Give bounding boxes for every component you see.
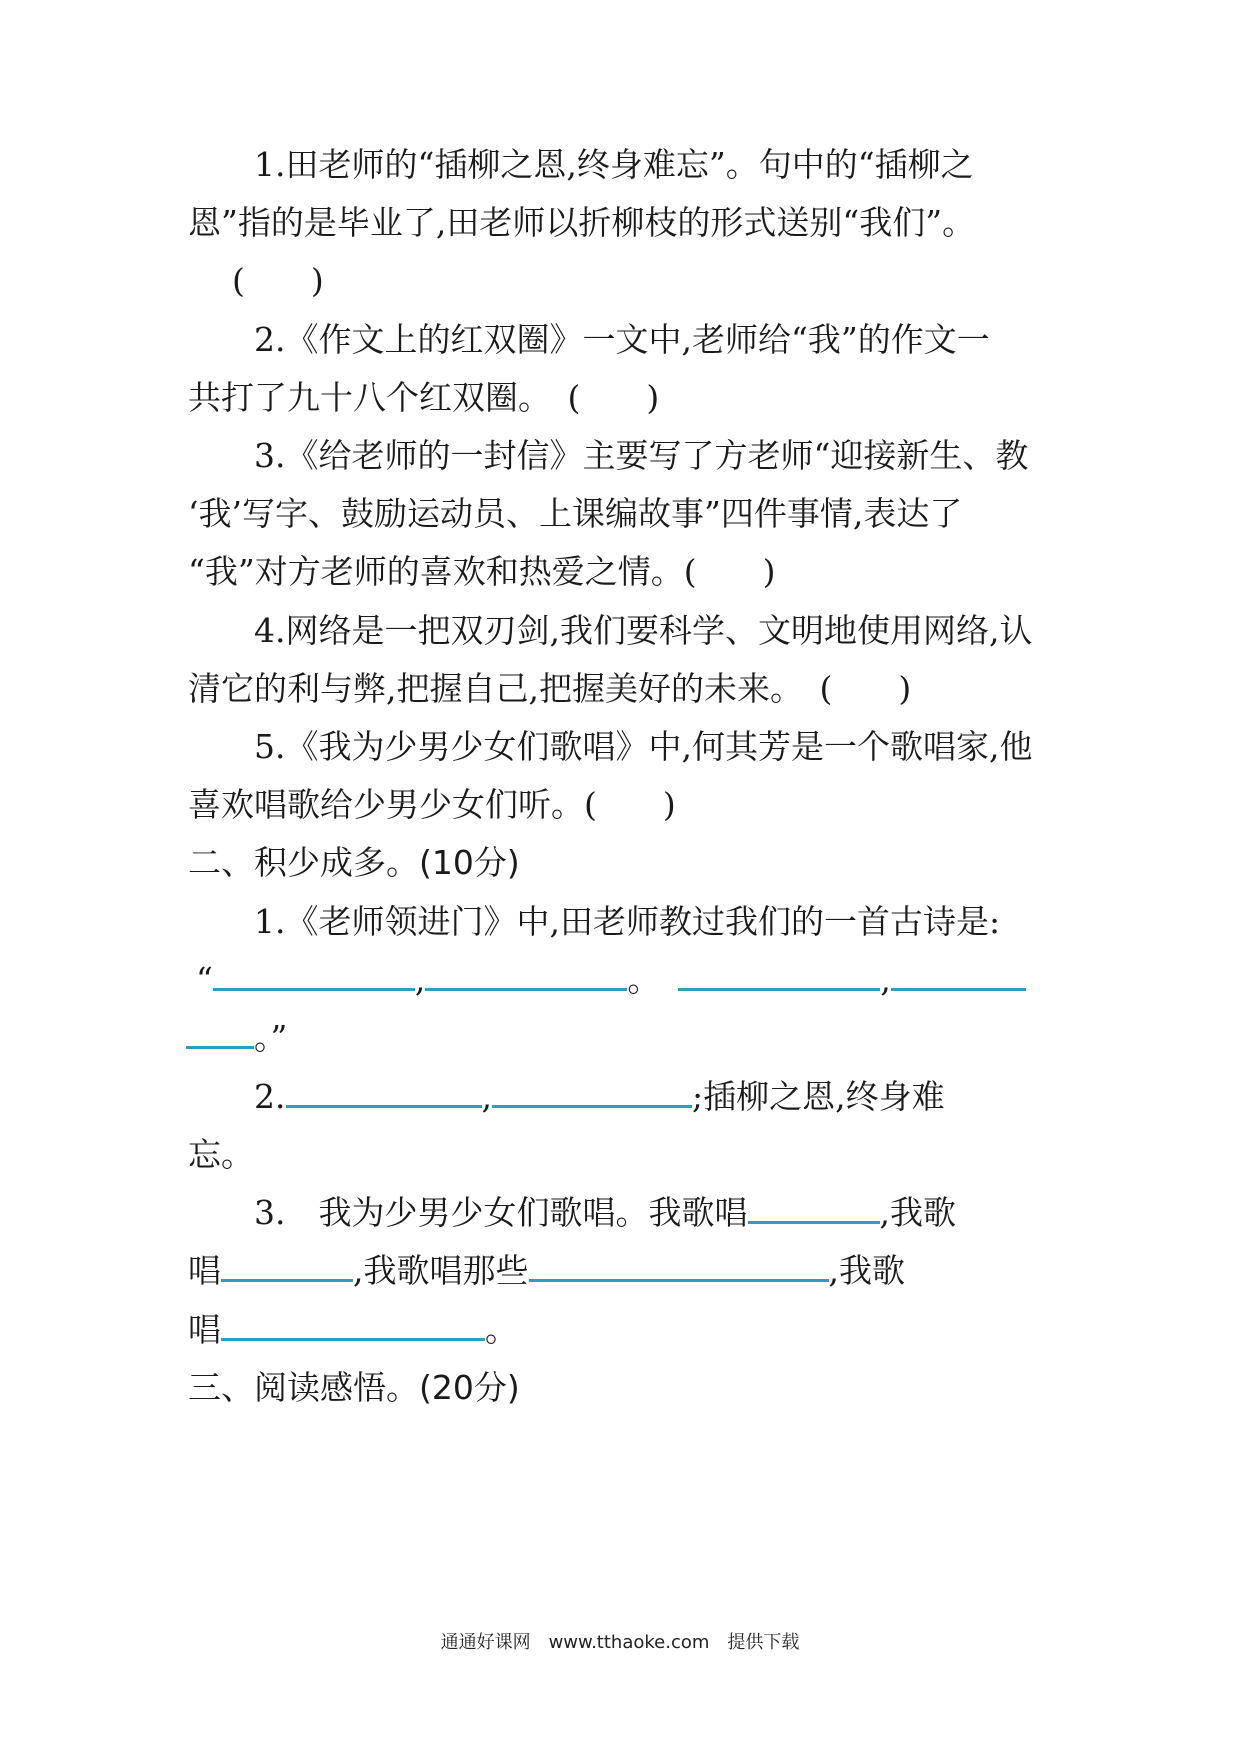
q4-line2: 清它的利与弊,把握自己,把握美好的未来。 ( ): [188, 669, 912, 708]
comma: ,: [481, 1077, 492, 1116]
q3-sing: 唱: [188, 1310, 221, 1349]
period: 。: [485, 1310, 518, 1349]
s2-q2-line2: 忘。: [188, 1135, 254, 1174]
open-quote: “: [196, 960, 213, 999]
section3-heading: 三、阅读感悟。(20分): [188, 1368, 520, 1407]
q2-number: 2.: [254, 1077, 286, 1116]
s2-q1-line1: 1.《老师领进门》中,田老师教过我们的一首古诗是:: [254, 902, 1001, 941]
s2-q3-line3: [188, 1310, 518, 1350]
q3-text: 3. 我为少男少女们歌唱。我歌唱: [254, 1193, 748, 1232]
answer-blank[interactable]: [425, 960, 627, 991]
q2-line1: 2.《作文上的红双圈》一文中,老师给“我”的作文一: [254, 320, 990, 359]
answer-blank[interactable]: [678, 960, 880, 991]
q5-line1: 5.《我为少男少女们歌唱》中,何其芳是一个歌唱家,他: [254, 727, 1033, 766]
answer-blank[interactable]: [286, 1077, 482, 1108]
q3-mid: ,我歌唱那些: [353, 1251, 529, 1290]
answer-blank[interactable]: [748, 1193, 880, 1224]
q5-line2: 喜欢唱歌给少男少女们听。( ): [188, 785, 676, 824]
comma: ,: [880, 960, 891, 999]
q1-line2: 恩”指的是毕业了,田老师以折柳枝的形式送别“我们”。: [188, 203, 976, 242]
answer-blank[interactable]: [891, 960, 1026, 991]
comma: ,: [414, 960, 426, 999]
s2-q2-line1: [254, 1077, 945, 1117]
q3-line2: ‘我’写字、鼓励运动员、上课编故事”四件事情,表达了: [188, 494, 963, 533]
s2-q3-line2: [188, 1251, 905, 1291]
q1-answer-paren: ( ): [232, 261, 324, 300]
q3-sing: 唱: [188, 1251, 221, 1290]
answer-blank[interactable]: [529, 1251, 829, 1282]
q3-line3: “我”对方老师的喜欢和热爱之情。( ): [188, 552, 776, 591]
q3-line1: 3.《给老师的一封信》主要写了方老师“迎接新生、教: [254, 436, 1029, 475]
q3-tail: ,我歌: [879, 1193, 956, 1232]
answer-blank[interactable]: [213, 960, 415, 991]
section2-heading: 二、积少成多。(10分): [188, 843, 520, 882]
q2-line2: 共打了九十八个红双圈。 ( ): [188, 378, 660, 417]
answer-blank[interactable]: [221, 1310, 485, 1341]
close-quote: 。”: [254, 1018, 288, 1057]
s2-q1-blanks-line: [196, 960, 1026, 1000]
answer-blank[interactable]: [186, 1018, 254, 1049]
s2-q1-blanks-line2: [186, 1018, 287, 1058]
q4-line1: 4.网络是一把双刃剑,我们要科学、文明地使用网络,认: [254, 611, 1033, 650]
footer-credit: 通通好课网 www.tthaoke.com 提供下载: [440, 1632, 800, 1653]
period: 。: [627, 960, 661, 999]
s2-q3-line1: [254, 1193, 956, 1233]
q2-text: ;插柳之恩,终身难: [692, 1077, 945, 1116]
q3-tail: ,我歌: [828, 1251, 905, 1290]
answer-blank[interactable]: [492, 1077, 692, 1108]
q1-line1: 1.田老师的“插柳之恩,终身难忘”。句中的“插柳之: [254, 145, 974, 184]
answer-blank[interactable]: [221, 1251, 353, 1282]
